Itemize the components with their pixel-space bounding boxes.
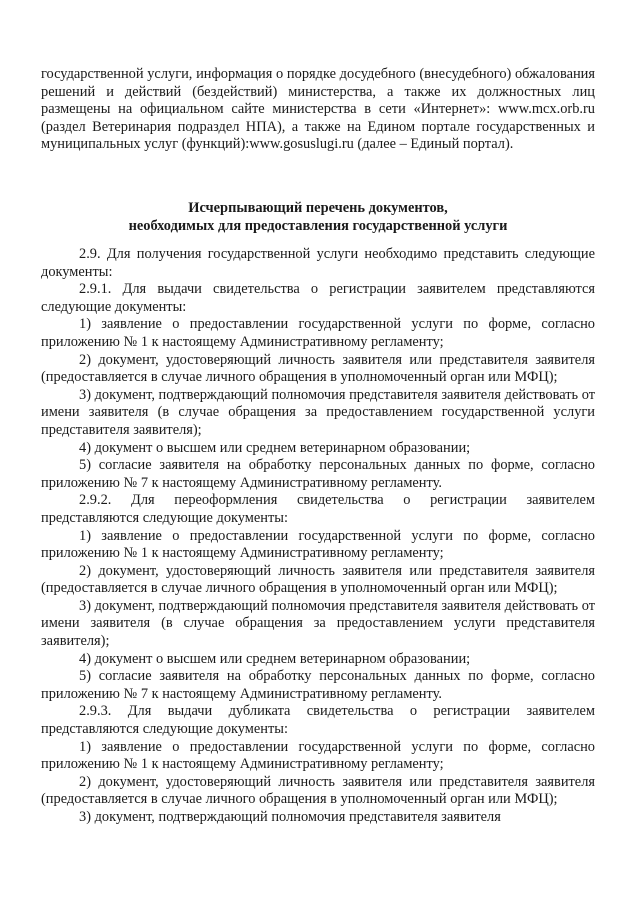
list-item: 1) заявление о предоставлении государственной услуги по форме, согласно приложению № 1 к настоящему Административному регламенту;: [41, 316, 595, 350]
list-item: 5) согласие заявителя на обработку персональных данных по форме, согласно приложению № 7 к настоящему Административному регламенту.: [41, 457, 595, 491]
list-item: 3) документ, подтверждающий полномочия представителя заявителя: [79, 809, 501, 825]
paragraph-2-9-3: 2.9.3. Для выдачи дубликата свидетельства о регистрации заявителем представляются следующие документы:: [41, 703, 595, 738]
list-item: 3) документ, подтверждающий полномочия представителя заявителя действовать от имени заявителя (в случае обращения за предоставлением услуги представителя заявителя);: [41, 597, 595, 650]
intro-paragraph: [41, 66, 595, 154]
list-item: 3) документ, подтверждающий полномочия представителя заявителя действовать от имени заявителя (в случае обращения за предоставлением государственной услуги представителя заявителя);: [41, 386, 595, 438]
paragraph-2-9-2: 2.9.2. Для переоформления свидетельства о регистрации заявителем представляются следующие документы:: [41, 492, 595, 526]
paragraph-2-9: 2.9. Для получения государственной услуги необходимо представить следующие документы:: [41, 246, 595, 280]
list-item: 2) документ, удостоверяющий личность заявителя или представителя заявителя (предоставляется в случае личного обращения в уполномоченный орган или МФЦ);: [41, 351, 595, 386]
section-heading: [41, 199, 595, 235]
document-body: [41, 246, 595, 827]
intro-text: государственной услуги, информация о порядке досудебного (внесудебного) обжалования решений и действий (бездействий) министерства, а также их должностных лиц размещены на официальном сайте министерства в сети «Интернет»: www.mcx.orb.ru (раздел Ветеринария подраздел НПА), а также на Едином портале государственных и муниципальных услуг (функций):www.gosuslugi.ru (далее – Единый портал).: [41, 66, 595, 153]
list-item: 2) документ, удостоверяющий личность заявителя или представителя заявителя (предоставляется в случае личного обращения в уполномоченный орган или МФЦ);: [41, 773, 595, 808]
heading-line-2: необходимых для предоставления государственной услуги: [128, 218, 508, 234]
heading-line-1: Исчерпывающий перечень документов,: [188, 200, 448, 216]
paragraph-2-9-1: 2.9.1. Для выдачи свидетельства о регистрации заявителем представляются следующие документы:: [41, 281, 595, 315]
list-item: 1) заявление о предоставлении государственной услуги по форме, согласно приложению № 1 к настоящему Административному регламенту;: [41, 738, 595, 773]
list-item: 5) согласие заявителя на обработку персональных данных по форме, согласно приложению № 7 к настоящему Административному регламенту.: [41, 668, 595, 702]
list-item: 4) документ о высшем или среднем ветеринарном образовании;: [79, 439, 471, 456]
list-item: 2) документ, удостоверяющий личность заявителя или представителя заявителя (предоставляется в случае личного обращения в уполномоченный орган или МФЦ);: [41, 562, 595, 597]
list-item: 1) заявление о предоставлении государственной услуги по форме, согласно приложению № 1 к настоящему Административному регламенту;: [41, 527, 595, 562]
list-item: 4) документ о высшем или среднем ветеринарном образовании;: [79, 650, 471, 667]
